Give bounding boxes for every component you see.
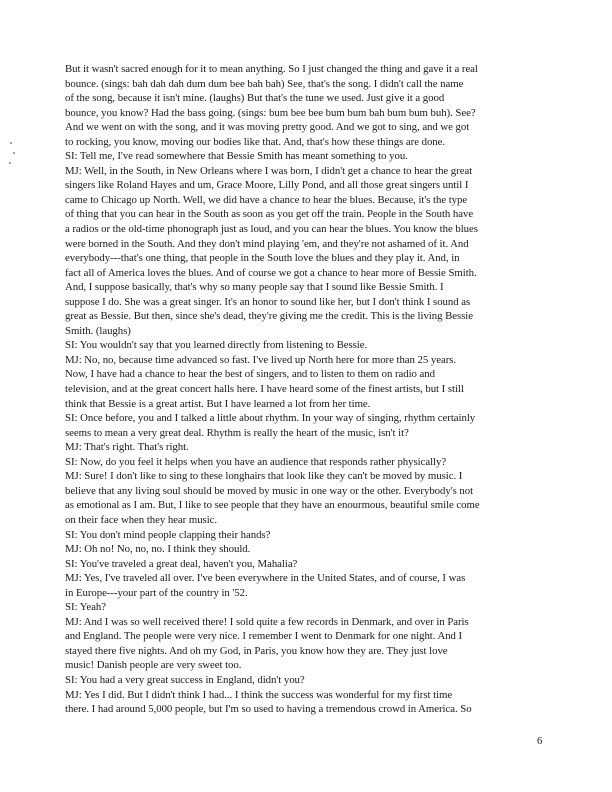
- transcript-line: MJ: Well, in the South, in New Orleans where I was born, I didn't get a chance to hear the great: [65, 164, 473, 177]
- transcript-line: SI: You've traveled a great deal, haven't you, Mahalia?: [65, 557, 298, 570]
- transcript-line: SI: You had a very great success in England, didn't you?: [65, 673, 305, 686]
- transcript-line: seems to mean a very great deal. Rhythm is really the heart of the music, isn't it?: [65, 426, 409, 439]
- transcript-line: bounce, you know? Had the bass going. (sings: bum bee bee bum bum bah bum bum buh). See?: [65, 106, 476, 119]
- transcript-line: think that Bessie is a great artist. But I have learned a lot from her time.: [65, 397, 371, 410]
- transcript-line: MJ: Sure! I don't like to sing to these longhairs that look like they can't be moved by music. I: [65, 470, 463, 483]
- scan-speck: [9, 162, 11, 164]
- scan-speck: [10, 142, 12, 144]
- transcript-line: a radios or the old-time phonograph just as loud, and you can hear the blues. You know the blues: [65, 223, 478, 236]
- transcript-line: Smith. (laughs): [65, 324, 131, 337]
- transcript-line: singers like Roland Hayes and um, Grace Moore, Lilly Pond, and all those great singers until I: [65, 179, 469, 192]
- transcript-line: of the song, because it isn't mine. (laughs) But that's the tune we used. Just give it a good: [65, 92, 445, 105]
- transcript-line: Now, I have had a chance to hear the best of singers, and to listen to them on radio and: [65, 368, 435, 381]
- transcript-line: believe that any living soul should be moved by music in one way or the other. Everybody's not: [65, 484, 474, 497]
- transcript-line: fact all of America loves the blues. And of course we got a chance to hear more of Bessie Smith.: [65, 266, 477, 279]
- transcript-line: SI: You wouldn't say that you learned directly from listening to Bessie.: [65, 339, 368, 352]
- transcript-line: SI: Yeah?: [65, 601, 106, 614]
- transcript-line: MJ: That's right. That's right.: [65, 441, 189, 454]
- transcript-line: on their face when they hear music.: [65, 513, 218, 526]
- transcript-line: were borned in the South. And they don't mind playing 'em, and they're not ashamed of it. And: [65, 237, 469, 250]
- transcript-line: SI: You don't mind people clapping their hands?: [65, 528, 271, 541]
- transcript-line: came to Chicago up North. Well, we did have a chance to hear the blues. Because, it's the type: [65, 193, 468, 206]
- transcript-line: bounce. (sings: bah dah dah dum dum bee bah bah) See, that's the song. I didn't call the name: [65, 77, 464, 90]
- transcript-line: as emotional as I am. But, I like to see people that they have an enourmous, beautiful smile come: [65, 499, 480, 512]
- interview-transcript: [65, 62, 551, 717]
- transcript-line: But it wasn't sacred enough for it to mean anything. So I just changed the thing and gave it a real: [65, 63, 478, 75]
- transcript-line: SI: Now, do you feel it helps when you have an audience that responds rather physically?: [65, 455, 447, 468]
- transcript-line: MJ: No, no, because time advanced so fast. I've lived up North here for more than 25 years.: [65, 353, 457, 366]
- transcript-line: to rocking, you know, moving our bodies like that. And, that's how these things are done.: [65, 135, 446, 148]
- scan-speck-marks: [8, 140, 18, 170]
- transcript-line: of thing that you can hear in the South as soon as you get off the train. People in the South have: [65, 208, 474, 221]
- transcript-line: great as Bessie. But then, since she's dead, they're giving me the credit. This is the living Bessie: [65, 310, 473, 323]
- transcript-line: suppose I do. She was a great singer. It's an honor to sound like her, but I don't think I sound as: [65, 295, 471, 308]
- transcript-line: television, and at the great concert halls here. I have heard some of the finest artists, but I still: [65, 383, 464, 396]
- transcript-line: MJ: And I was so well received there! I sold quite a few records in Denmark, and over in Paris: [65, 615, 469, 628]
- transcript-line: music! Danish people are very sweet too.: [65, 659, 242, 672]
- transcript-line: stayed there five nights. And oh my God, in Paris, you know how they are. They just love: [65, 644, 448, 657]
- transcript-line: SI: Tell me, I've read somewhere that Bessie Smith has meant something to you.: [65, 150, 408, 163]
- scan-speck: [13, 152, 15, 154]
- transcript-line: SI: Once before, you and I talked a little about rhythm. In your way of singing, rhythm certainly: [65, 412, 476, 425]
- transcript-line: MJ: Oh no! No, no, no. I think they should.: [65, 543, 251, 556]
- transcript-line: MJ: Yes, I've traveled all over. I've been everywhere in the United States, and of course, I was: [65, 572, 466, 585]
- transcript-line: And, I suppose basically, that's why so many people say that I sound like Bessie Smith. I: [65, 281, 444, 294]
- transcript-line: in Europe---your part of the country in '52.: [65, 586, 248, 599]
- transcript-line: MJ: Yes I did. But I didn't think I had... I think the success was wonderful for my first time: [65, 688, 453, 701]
- page-number: 6: [537, 736, 543, 747]
- transcript-line: And we went on with the song, and it was moving pretty good. And we got to sing, and we got: [65, 121, 470, 134]
- transcript-line: everybody---that's one thing, that people in the South love the blues and they play it. And, in: [65, 252, 460, 265]
- transcript-line: there. I had around 5,000 people, but I'm so used to having a tremendous crowd in America. So: [65, 703, 472, 716]
- transcript-line: and England. The people were very nice. I remember I went to Denmark for one night. And I: [65, 630, 463, 643]
